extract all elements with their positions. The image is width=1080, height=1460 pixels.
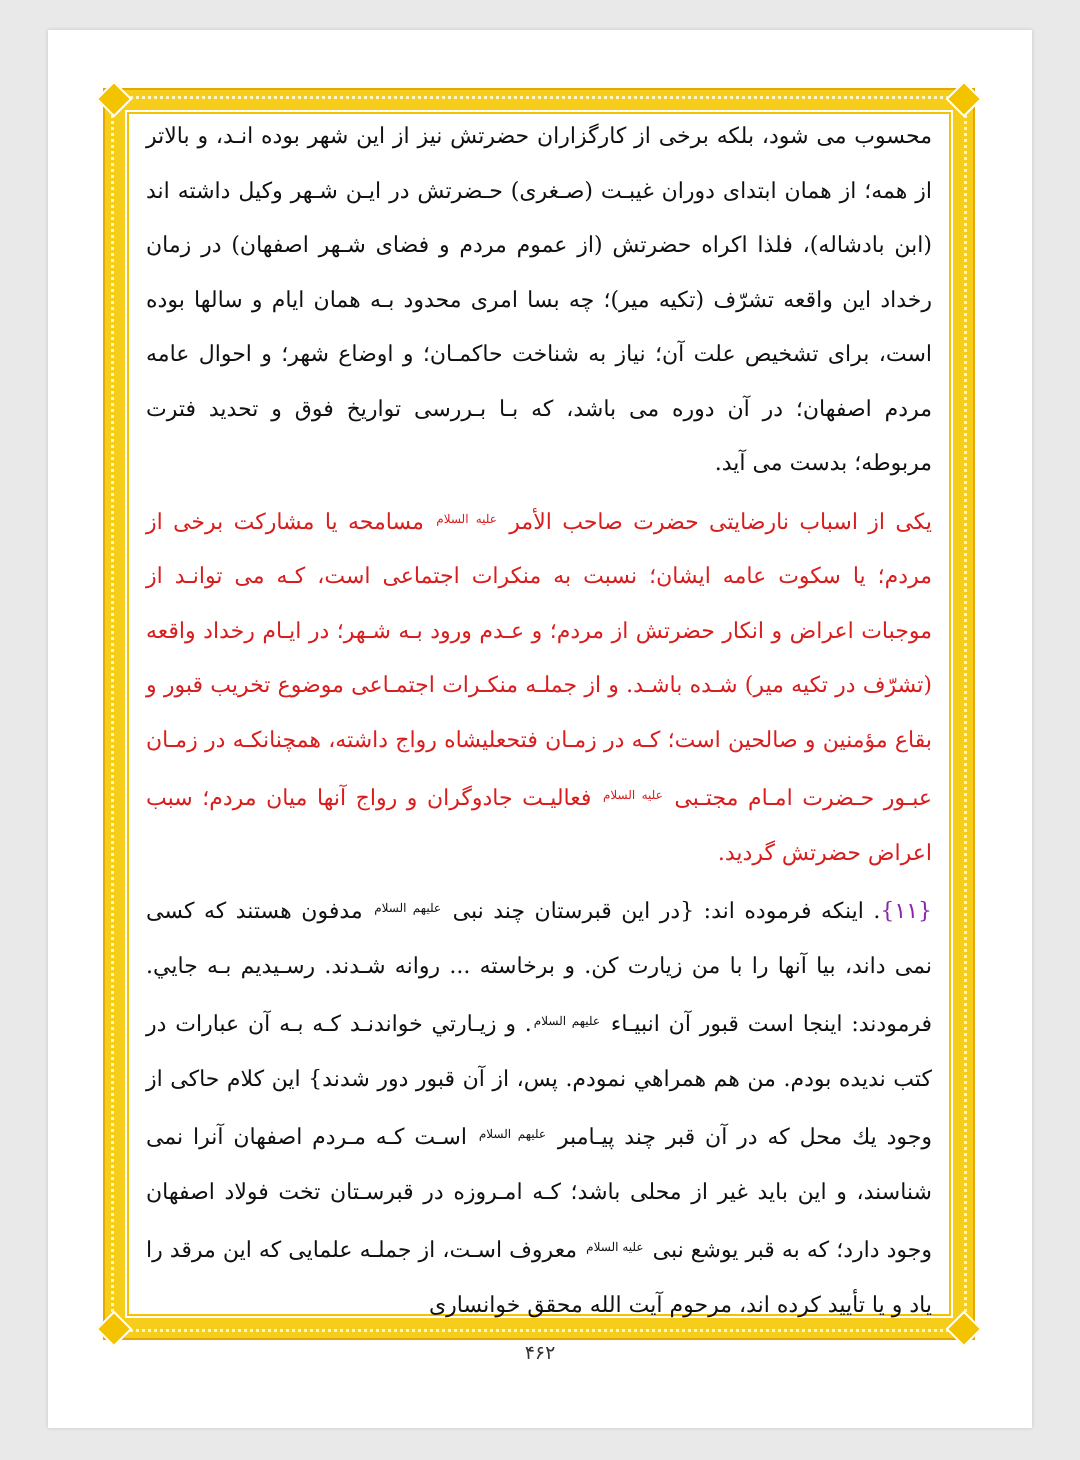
paragraph-3-text-part5: معروف اسـت، از جملـه علمايی كه اين مرقد را ياد و يا تأييد كرده اند، مرحوم آيت الله محقق خوانساری xyxy=(146,1238,932,1318)
honorific-symbol: عليه السلام xyxy=(586,1240,644,1254)
honorific-symbol: عليهم السلام xyxy=(374,901,442,915)
honorific-symbol: عليهم السلام xyxy=(533,1014,600,1028)
paragraph-1-text: محسوب می شود، بلكه برخی از كارگزاران حضرتش نيز از اين شهر بوده انـد، و بالاتر از همه؛ از همان ابتدای دوران غيبـت (صـغری) حـضرتش در ايـن شـهر وكيل داشته اند (ابن بادشاله)، فلذا اكراه حضرتش (از عموم مردم و فضای شـهر اصفهان) در زمان رخداد اين واقعه تشرّف (تكيه مير)؛ چه بسا امری محدود بـه همان ايام و سالها بوده است، برای تشخيص علت آن؛ نياز به شناخت حاكمـان؛ و اوضاع شهر؛ و احوال عامه مردم اصفهان؛ در آن دوره می باشد، كه بـا بـررسی تواريخ فوق و تحديد فترت مربوطه؛ بدست می آيد. xyxy=(146,124,932,476)
corner-ornament-top-left xyxy=(96,81,133,118)
paragraph-3-text-part1: . اينكه فرموده اند: {در اين قبرستان چند نبی xyxy=(452,899,881,924)
paragraph-2-text-part3: فعاليـت جادوگران و رواج آنها ميان مردم؛ سبب اعراض حضرتش گرديد. xyxy=(146,786,932,866)
book-page xyxy=(48,30,1032,1428)
corner-ornament-top-right xyxy=(946,81,983,118)
paragraph-3-text-part4: اسـت كـه مـردم اصفهان آنرا نمی شناسند، و اين بايد غير از محلی باشد؛ كـه امـروزه در قبرسـتان تخت فولاد اصفهان وجود دارد؛ كه به قبر يوشع نبی xyxy=(146,1125,932,1263)
paragraph-3 xyxy=(146,881,932,1333)
honorific-symbol: عليه السلام xyxy=(436,511,497,526)
paragraph-3-text-part3: . و زيـارتي خواندنـد كـه بـه آن عبارات در كتب نديده بودم. من هم همراهي نمودم. پس، از آن قبور دور شدند} اين كلام حاكی از وجود يك محل كه در آن قبر چند پيـامبر xyxy=(146,1012,932,1150)
paragraph-2-text-part2: مسامحه يا مشاركت برخی از مردم؛ يا سكوت عامه ايشان؛ نسبت به منكرات اجتماعی است، كـه می توانـد از موجبات اعراض و انكار حضرتش از مردم؛ و عـدم ورود بـه شـهر؛ در ايـام رخداد واقعه (تشرّف در تكيه مير) شـده باشـد. و از جملـه منكـرات اجتمـاعی موضوع تخريب قبور و بقاع مؤمنين و صالحين است؛ كـه در زمـان فتحعليشاه رواج داشته، همچنانكـه در زمـان عبـور حـضرت امـام مجتـبی xyxy=(146,509,932,811)
honorific-symbol: عليه السلام xyxy=(602,788,663,802)
honorific-symbol: عليهم السلام xyxy=(478,1127,547,1141)
paragraph-2-text-part1: يكی از اسباب نارضايتی حضرت صاحب الأمر xyxy=(509,509,932,535)
page-body-text xyxy=(146,110,932,1333)
footnote-reference[interactable]: {۱۱} xyxy=(880,899,933,924)
page-number: ۴۶۲ xyxy=(524,1342,556,1364)
paragraph-1 xyxy=(146,110,932,492)
paragraph-2-highlighted xyxy=(146,492,932,882)
paragraph-3-text-part2: مدفون هستند كه كسی نمی داند، بيا آنها را با من زيارت كن. و برخاسته ... روانه شـدند. رسـيديم بـه جايي. فرمودند: اينجا است قبور آن انبيـاء xyxy=(146,899,933,1037)
